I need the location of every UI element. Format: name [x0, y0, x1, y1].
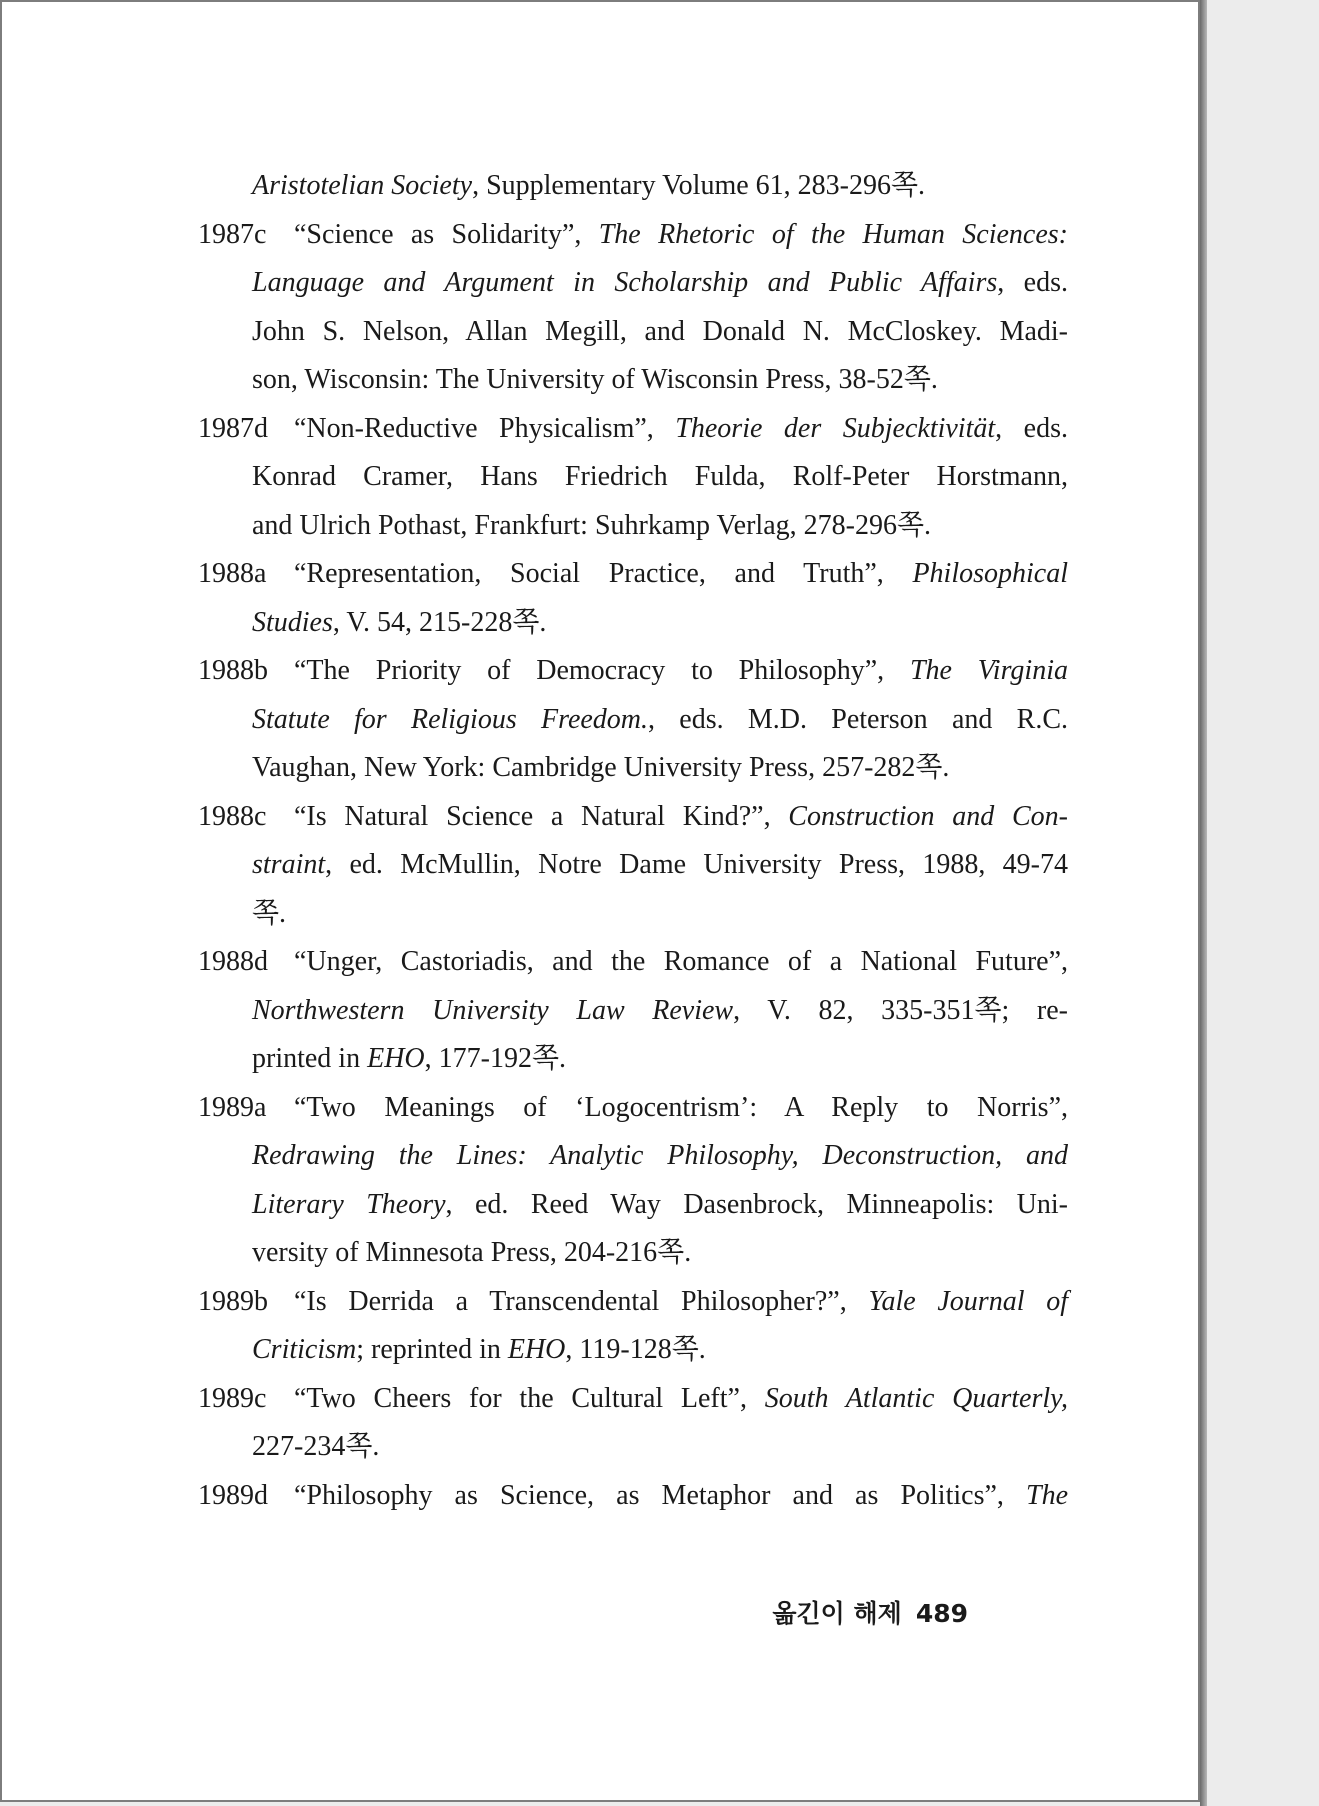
line: Statute for Religious Freedom., eds. M.D. Peterson and R.C. [252, 703, 1068, 735]
entry-year: 1987d [198, 412, 268, 444]
bibliography-entry-1988d [198, 938, 1068, 1084]
page-number: 489 [915, 1599, 968, 1628]
bibliography-entry-1989c [198, 1375, 1068, 1472]
line: John S. Nelson, Allan Megill, and Donald N. McCloskey. Madi- [252, 315, 1068, 347]
line: 1988c “Is Natural Science a Natural Kind?”, Construction and Con- [198, 793, 1068, 842]
entry-year: 1989a [198, 1091, 267, 1123]
bibliography-entry-1987c [198, 211, 1068, 405]
page-footer [772, 1594, 968, 1630]
running-footer-label: 옮긴이 해제 [772, 1599, 902, 1628]
line: 1987d “Non-Reductive Physicalism”, Theorie der Subjecktivität, eds. [198, 405, 1068, 454]
bibliography-entry-1987d [198, 405, 1068, 551]
bibliography-entry-1989d [198, 1472, 1068, 1521]
line: 1988b “The Priority of Democracy to Philosophy”, The Virginia [198, 647, 1068, 696]
line: printed in EHO, 177-192쪽. [252, 1043, 567, 1074]
line: versity of Minnesota Press, 204-216쪽. [252, 1237, 692, 1268]
line: 227-234쪽. [252, 1431, 380, 1462]
entry-year: 1989c [198, 1382, 267, 1414]
entry-year: 1988a [198, 558, 267, 589]
line: straint, ed. McMullin, Notre Dame University Press, 1988, 49-74 [252, 849, 1068, 880]
bibliography-entry-1989b [198, 1278, 1068, 1375]
line: 1989b “Is Derrida a Transcendental Philosopher?”, Yale Journal of [198, 1278, 1068, 1327]
entry-year: 1988c [198, 800, 267, 832]
line: 1989a “Two Meanings of ‘Logocentrism’: A Reply to Norris”, [198, 1084, 1068, 1133]
entry-year: 1989d [198, 1479, 268, 1511]
line: Criticism; reprinted in EHO, 119-128쪽. [252, 1334, 706, 1365]
bibliography-entry-1989a [198, 1084, 1068, 1278]
entry-year: 1989b [198, 1285, 268, 1317]
bibliography-entry-1988a [198, 550, 1068, 647]
line: 1987c “Science as Solidarity”, The Rhetoric of the Human Sciences: [198, 211, 1068, 260]
line: 1989c “Two Cheers for the Cultural Left”, South Atlantic Quarterly, [198, 1375, 1068, 1424]
line: son, Wisconsin: The University of Wisconsin Press, 38-52쪽. [252, 364, 938, 395]
line: Aristotelian Society, Supplementary Volume 61, 283-296쪽. [252, 170, 926, 201]
line: Literary Theory, ed. Reed Way Dasenbrock, Minneapolis: Uni- [252, 1188, 1068, 1220]
line: Redrawing the Lines: Analytic Philosophy, Deconstruction, and [252, 1140, 1068, 1171]
line: Studies, V. 54, 215-228쪽. [252, 606, 547, 638]
line: and Ulrich Pothast, Frankfurt: Suhrkamp Verlag, 278-296쪽. [252, 509, 931, 541]
line: 1988a “Representation, Social Practice, and Truth”, Philosophical [198, 550, 1068, 599]
line: 1988d “Unger, Castoriadis, and the Romance of a National Future”, [198, 938, 1068, 987]
line: Konrad Cramer, Hans Friedrich Fulda, Rolf-Peter Horstmann, [252, 461, 1068, 492]
line: Language and Argument in Scholarship and Public Affairs, eds. [252, 267, 1068, 298]
line: Vaughan, New York: Cambridge University Press, 257-282쪽. [252, 752, 950, 783]
bibliography-entry-1988c [198, 793, 1068, 939]
line: Northwestern University Law Review, V. 82, 335-351쪽; re- [252, 994, 1068, 1026]
line: 1989d “Philosophy as Science, as Metaphor and as Politics”, The [198, 1472, 1068, 1521]
entry-year: 1987c [198, 218, 267, 250]
entry-year: 1988b [198, 655, 268, 686]
bibliography-text [198, 162, 1068, 1520]
bibliography-continuation [198, 162, 1068, 211]
entry-year: 1988d [198, 946, 268, 977]
bibliography-entry-1988b [198, 647, 1068, 793]
page-edge [1200, 0, 1207, 1806]
line: 쪽. [252, 897, 287, 929]
